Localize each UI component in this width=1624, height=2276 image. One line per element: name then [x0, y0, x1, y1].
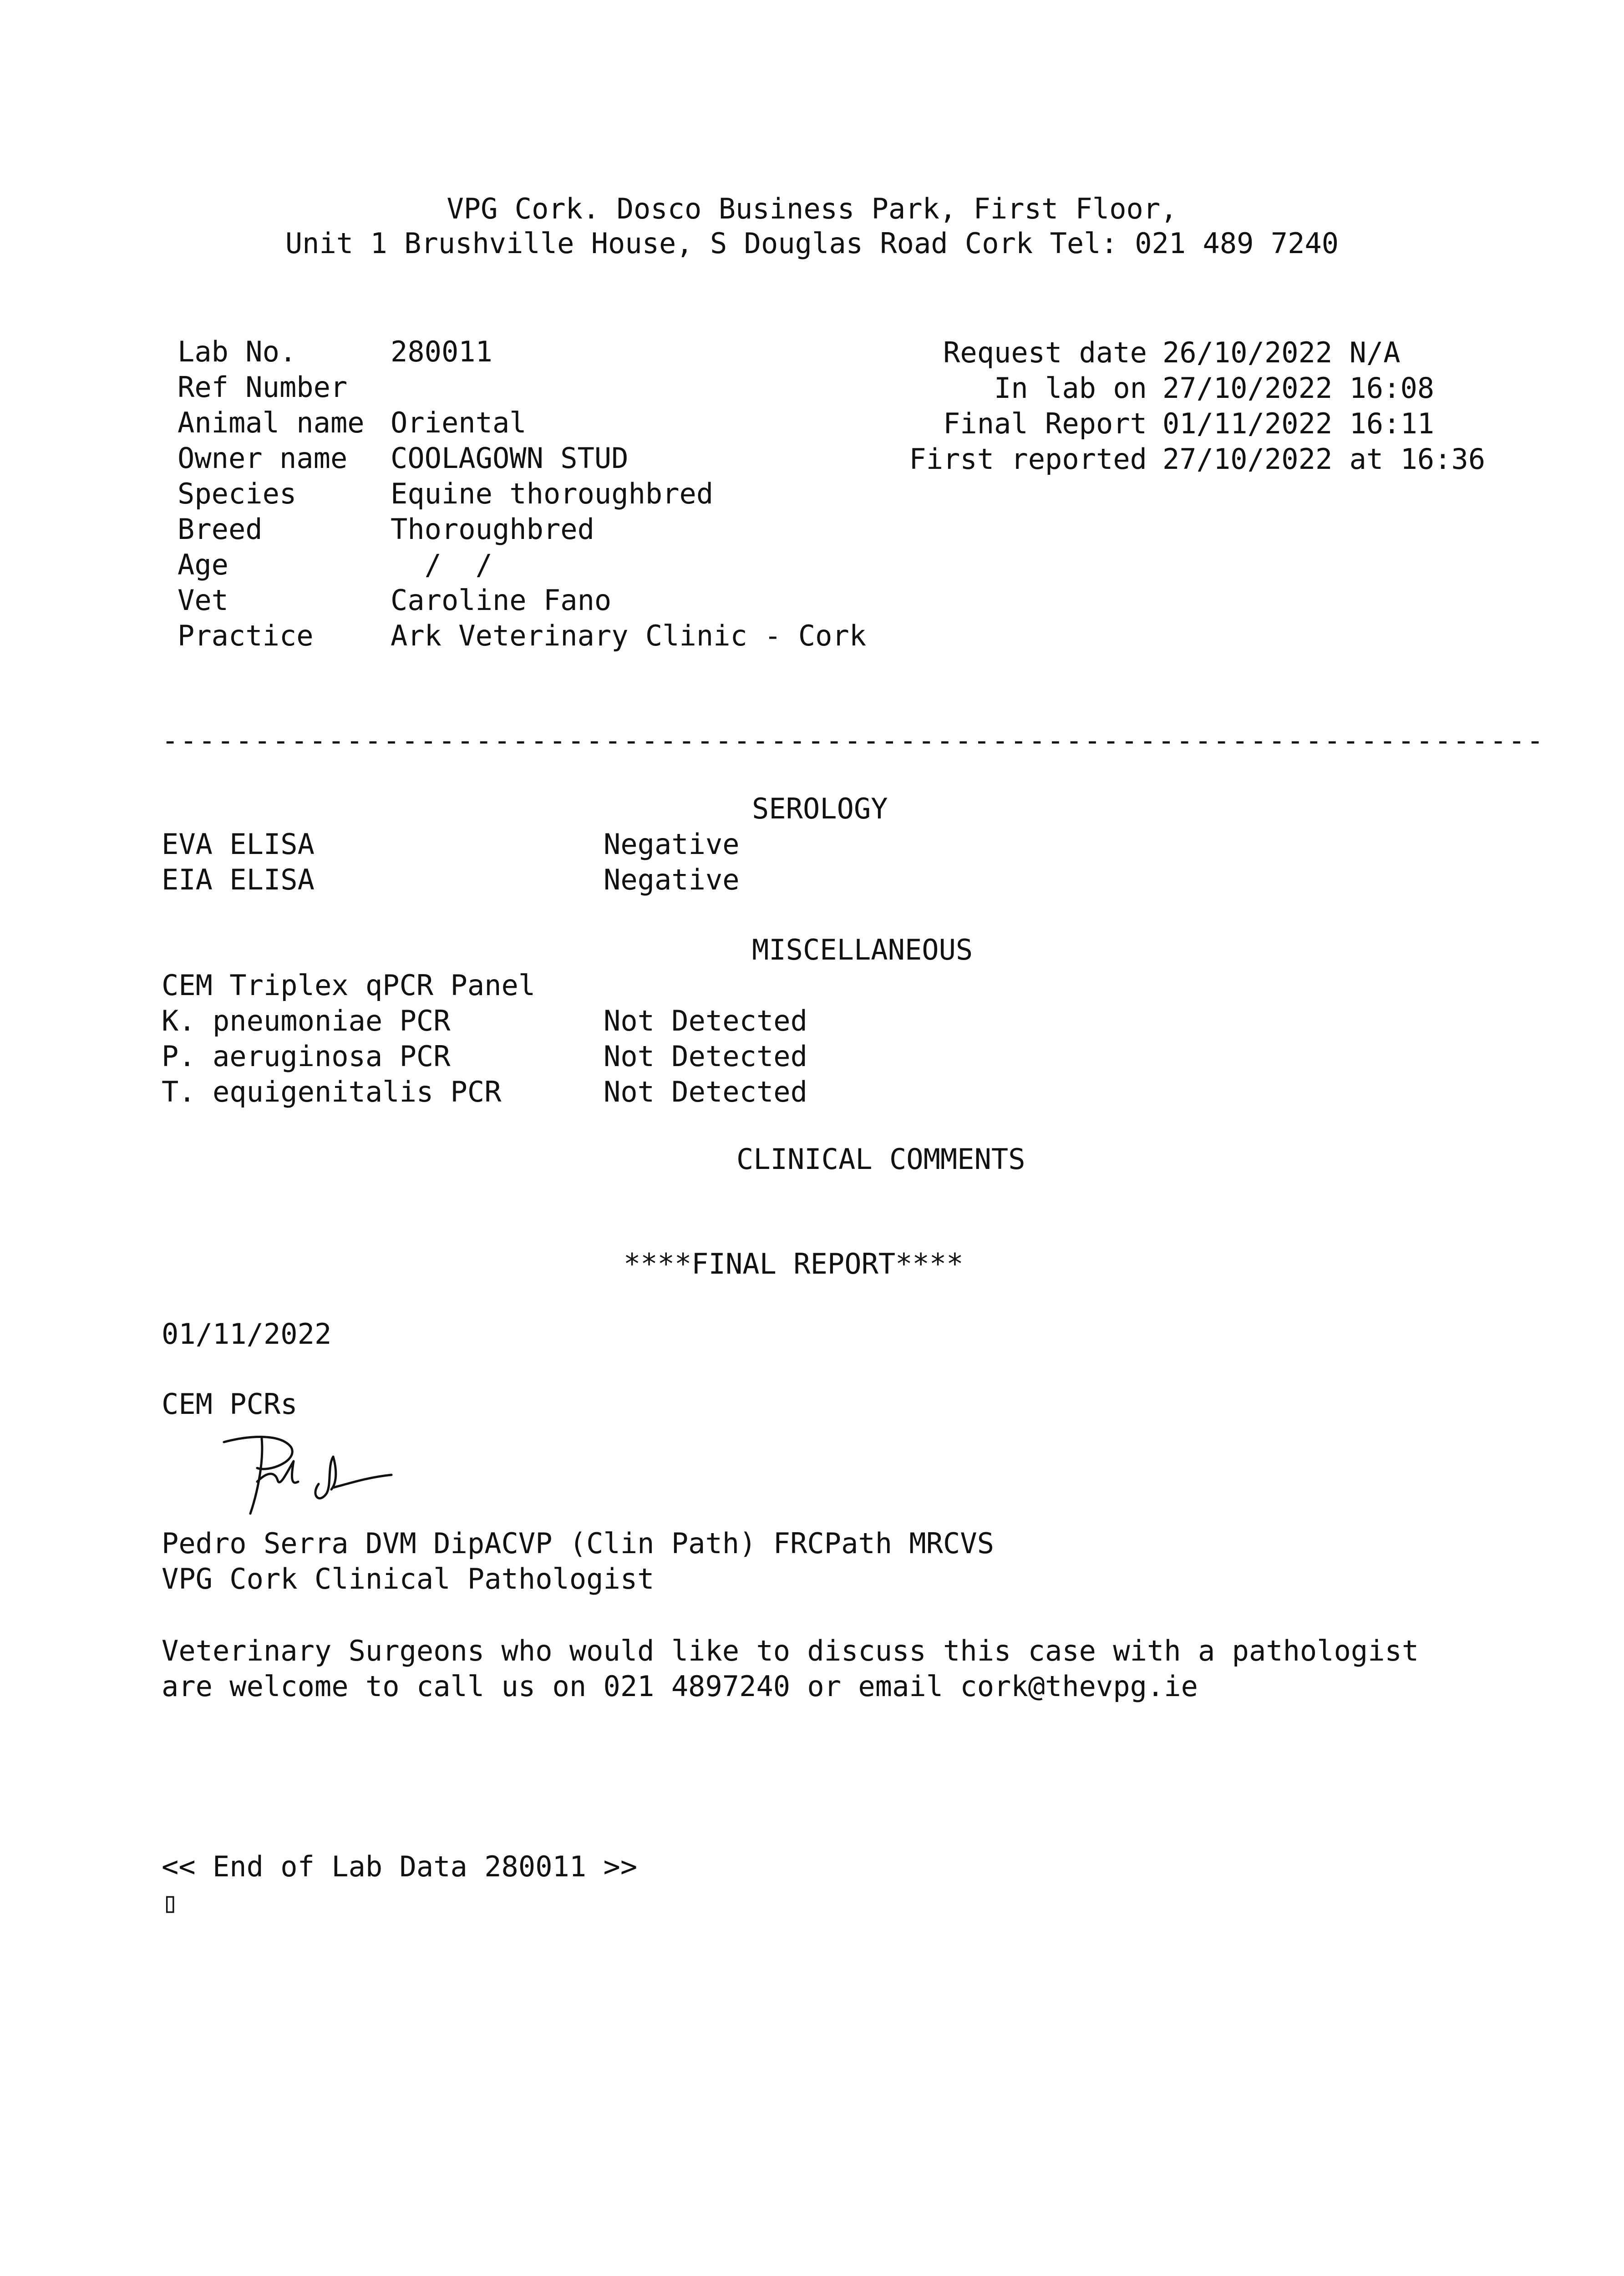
signatory-title: VPG Cork Clinical Pathologist: [162, 1562, 655, 1595]
lab-no-label: Lab No.: [178, 335, 297, 368]
final-report-label: Final Report: [943, 407, 1147, 440]
breed-label: Breed: [178, 513, 263, 546]
request-date-label: Request date: [943, 336, 1147, 369]
serology-test-name: EVA ELISA: [162, 828, 315, 861]
end-marker: ▯: [162, 1885, 179, 1919]
species-label: Species: [178, 477, 297, 510]
pcr-panel-name: CEM Triplex qPCR Panel: [162, 969, 536, 1002]
lab-no-value: 280011: [391, 335, 492, 368]
animal-name-value: Oriental: [391, 406, 527, 439]
final-report-banner: ****FINAL REPORT****: [624, 1247, 964, 1280]
breed-value: Thoroughbred: [391, 513, 594, 546]
serology-test-result: Negative: [604, 828, 740, 861]
end-of-lab-data: << End of Lab Data 280011 >>: [162, 1850, 638, 1883]
section-divider: ---------------------------------------------------------------------------: [162, 724, 1545, 757]
age-value: / /: [391, 548, 492, 581]
pcr-test-result: Not Detected: [604, 1040, 807, 1073]
serology-test-name: EIA ELISA: [162, 863, 315, 896]
clinical-comments-heading: CLINICAL COMMENTS: [736, 1143, 1025, 1176]
pcr-test-result: Not Detected: [604, 1075, 807, 1108]
first-reported-value: 27/10/2022 at 16:36: [1162, 442, 1486, 476]
serology-heading: SEROLOGY: [752, 792, 888, 825]
comment-date: 01/11/2022: [162, 1317, 332, 1351]
lab-address-line-2: Unit 1 Brushville House, S Douglas Road Cork Tel: 021 489 7240: [285, 227, 1339, 260]
serology-test-result: Negative: [604, 863, 740, 896]
owner-name-label: Owner name: [178, 442, 348, 475]
owner-name-value: COOLAGOWN STUD: [391, 442, 629, 475]
pathologist-signature: [214, 1429, 414, 1520]
lab-address-line-1: VPG Cork. Dosco Business Park, First Floor,: [447, 192, 1177, 225]
request-date-value: 26/10/2022 N/A: [1162, 336, 1401, 369]
pcr-test-name: K. pneumoniae PCR: [162, 1004, 451, 1037]
comment-text: CEM PCRs: [162, 1387, 298, 1421]
practice-label: Practice: [178, 619, 314, 652]
in-lab-label: In lab on: [994, 371, 1147, 405]
in-lab-value: 27/10/2022 16:08: [1162, 371, 1435, 405]
miscellaneous-heading: MISCELLANEOUS: [752, 933, 973, 966]
vet-value: Caroline Fano: [391, 584, 612, 617]
species-value: Equine thoroughbred: [391, 477, 714, 510]
contact-line-1: Veterinary Surgeons who would like to discuss this case with a pathologist: [162, 1634, 1419, 1667]
pcr-test-name: T. equigenitalis PCR: [162, 1075, 502, 1108]
practice-value: Ark Veterinary Clinic - Cork: [391, 619, 867, 652]
pcr-test-result: Not Detected: [604, 1004, 807, 1037]
final-report-value: 01/11/2022 16:11: [1162, 407, 1435, 440]
ref-number-label: Ref Number: [178, 371, 348, 404]
vet-label: Vet: [178, 584, 228, 617]
signatory-name: Pedro Serra DVM DipACVP (Clin Path) FRCPath MRCVS: [162, 1527, 995, 1560]
contact-line-2: are welcome to call us on 021 4897240 or email cork@thevpg.ie: [162, 1670, 1198, 1703]
animal-name-label: Animal name: [178, 406, 365, 439]
first-reported-label: First reported: [909, 442, 1147, 476]
age-label: Age: [178, 548, 228, 581]
pcr-test-name: P. aeruginosa PCR: [162, 1040, 451, 1073]
